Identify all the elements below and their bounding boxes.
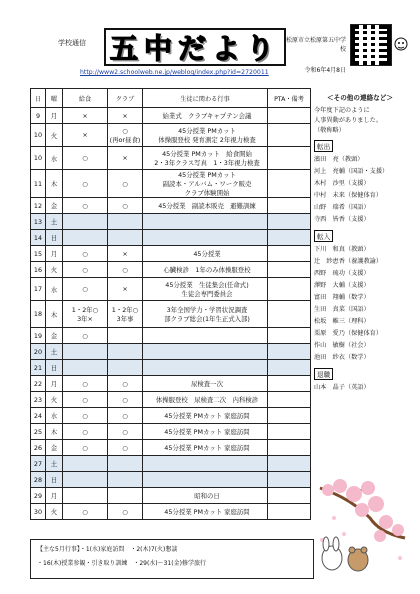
date-cell: 13	[31, 214, 46, 230]
retired-list	[310, 382, 410, 394]
section-retired: 退職	[314, 368, 333, 380]
staff-entry: 池田 紗衣（数学）	[314, 354, 370, 361]
pta-cell	[268, 262, 311, 278]
lunch-cell	[63, 472, 108, 488]
weekday-cell: 木	[46, 424, 63, 440]
col-lunch: 給食	[63, 89, 108, 108]
cell-line: 45分授業 生徒集会(任命式)	[165, 281, 249, 289]
schedule-row	[31, 456, 311, 472]
club-cell	[108, 170, 143, 198]
lunch-cell	[63, 504, 108, 520]
pta-cell	[268, 147, 311, 170]
pta-cell	[268, 408, 311, 424]
schedule-row	[31, 440, 311, 456]
weekday-cell: 金	[46, 198, 63, 214]
pta-cell	[268, 301, 311, 328]
cell-line: クラブ体験開始	[184, 189, 230, 197]
cell-line: ○	[82, 285, 88, 293]
pta-cell	[268, 376, 311, 392]
col-weekday: 曜	[46, 89, 63, 108]
col-date: 日	[31, 89, 46, 108]
cell-line: ○	[82, 427, 88, 436]
schedule-row	[31, 376, 311, 392]
lunch-cell	[63, 360, 108, 376]
weekday-cell: 水	[46, 147, 63, 170]
club-cell	[108, 214, 143, 230]
date-cell: 10	[31, 147, 46, 170]
cell-line: ×	[122, 154, 128, 162]
event-cell	[143, 230, 268, 246]
event-cell	[143, 246, 268, 262]
event-cell	[143, 376, 268, 392]
pta-cell	[268, 328, 311, 344]
staff-entry: 寺西 皆香（支援）	[314, 216, 370, 223]
character-mascot-icon	[392, 36, 410, 54]
cell-line: ○	[122, 201, 128, 210]
club-cell	[108, 230, 143, 246]
cell-line: ○	[82, 331, 88, 340]
cell-line: ×	[82, 111, 88, 120]
event-cell	[143, 262, 268, 278]
lunch-cell	[63, 440, 108, 456]
event-cell	[143, 170, 268, 198]
weekday-cell: 金	[46, 440, 63, 456]
lunch-cell	[63, 124, 108, 147]
schedule-row	[31, 246, 311, 262]
event-cell	[143, 392, 268, 408]
event-cell	[143, 440, 268, 456]
schedule-row	[31, 230, 311, 246]
cell-line: ○	[122, 427, 128, 436]
schedule-row	[31, 504, 311, 520]
staff-entry: 作山 敏樹（社会）	[314, 342, 370, 349]
lunch-cell	[63, 147, 108, 170]
weekday-cell: 木	[46, 170, 63, 198]
event-cell	[143, 147, 268, 170]
schedule-row	[31, 108, 311, 124]
pta-cell	[268, 488, 311, 504]
staff-entry: 中村 未来（保健体育）	[314, 192, 383, 199]
club-cell	[108, 108, 143, 124]
schedule-row	[31, 147, 311, 170]
date-cell: 9	[31, 108, 46, 124]
weekday-cell: 土	[46, 344, 63, 360]
schedule-row	[31, 278, 311, 301]
pta-cell	[268, 392, 311, 408]
date-cell: 27	[31, 456, 46, 472]
staff-entry: 富田 翔輔（数学）	[314, 294, 370, 301]
col-events: 生徒に関わる行事	[143, 89, 268, 108]
cell-line: ○	[82, 507, 88, 516]
cell-line: ×	[122, 249, 128, 258]
event-cell	[143, 214, 268, 230]
cell-line: 1・2年○	[111, 306, 139, 314]
cell-line: ○	[82, 411, 88, 420]
club-cell	[108, 424, 143, 440]
cell-line: ○	[82, 249, 88, 258]
weekday-cell: 日	[46, 360, 63, 376]
event-cell	[143, 456, 268, 472]
date-cell: 21	[31, 360, 46, 376]
cell-line: ○	[122, 507, 128, 516]
date-cell: 17	[31, 278, 46, 301]
cell-line: 45分授業 PMカット	[178, 171, 236, 179]
club-cell	[108, 301, 143, 328]
lunch-cell	[63, 108, 108, 124]
header	[0, 0, 420, 80]
page-title: 五中だより	[109, 32, 280, 65]
panel-title: ＜その他の連絡など＞	[327, 94, 393, 102]
cherry-blossom-illustration	[310, 478, 412, 576]
staff-entry: 下川 和真（教頭）	[314, 246, 370, 253]
schedule-row	[31, 328, 311, 344]
event-cell	[143, 344, 268, 360]
schedule-row	[31, 424, 311, 440]
club-cell	[108, 147, 143, 170]
cell-line: 3年事	[116, 315, 134, 323]
pta-cell	[268, 360, 311, 376]
date-cell: 14	[31, 230, 46, 246]
club-cell	[108, 328, 143, 344]
cell-line: 昭和の日	[194, 492, 220, 500]
schedule-row	[31, 344, 311, 360]
schedule-row	[31, 214, 311, 230]
may-events-note	[30, 539, 314, 579]
pta-cell	[268, 344, 311, 360]
event-cell	[143, 124, 268, 147]
schedule-row	[31, 262, 311, 278]
schedule-table	[30, 88, 311, 520]
transfer-in-list	[310, 244, 410, 364]
weekday-cell: 金	[46, 328, 63, 344]
date-cell: 18	[31, 301, 46, 328]
schedule-row	[31, 198, 311, 214]
weekday-cell: 日	[46, 472, 63, 488]
cell-line: ○	[122, 379, 128, 388]
cell-line: 副読本・アルバム・ワーク販売	[162, 180, 252, 188]
club-cell	[108, 472, 143, 488]
weekday-cell: 日	[46, 230, 63, 246]
title-box	[104, 28, 286, 66]
club-cell	[108, 376, 143, 392]
club-cell	[108, 504, 143, 520]
col-pta: PTA・備考	[268, 89, 311, 108]
cell-line: 45分授業 PMカット 家庭訪問	[164, 428, 250, 436]
club-cell	[108, 124, 143, 147]
may-events-line-2: ・16(木)授業参観・引き取り訓練 ・29(水)〜31(金)修学旅行	[37, 560, 206, 567]
weekday-cell: 月	[46, 108, 63, 124]
date-cell: 23	[31, 392, 46, 408]
date-cell: 30	[31, 504, 46, 520]
staff-entry: 木村 沙里（支援）	[314, 180, 370, 187]
pta-cell	[268, 424, 311, 440]
pta-cell	[268, 456, 311, 472]
pta-cell	[268, 198, 311, 214]
event-cell	[143, 278, 268, 301]
schedule-row	[31, 360, 311, 376]
cell-line: ○	[82, 379, 88, 388]
pta-cell	[268, 472, 311, 488]
schedule-row	[31, 472, 311, 488]
lunch-cell	[63, 376, 108, 392]
event-cell	[143, 301, 268, 328]
weekday-cell: 火	[46, 124, 63, 147]
weekday-cell: 月	[46, 376, 63, 392]
cell-line: 3年×	[77, 315, 93, 323]
lunch-cell	[63, 278, 108, 301]
intro-line-3: （敬称略）	[314, 127, 345, 134]
cell-line: 45分授業 副読本販売 避難訓練	[158, 202, 256, 210]
cell-line: 体操服登校 発育測定 2年視力検査	[158, 136, 256, 144]
lunch-cell	[63, 301, 108, 328]
weekday-cell: 水	[46, 408, 63, 424]
club-cell	[108, 198, 143, 214]
weekday-cell: 月	[46, 246, 63, 262]
cell-line: ○	[82, 265, 88, 274]
weekday-cell: 月	[46, 488, 63, 504]
cell-line: ○	[82, 201, 88, 210]
lunch-cell	[63, 344, 108, 360]
newsletter-label: 学校通信	[58, 39, 86, 47]
schedule-body	[31, 108, 311, 520]
cell-line: 生徒会専門委員会	[181, 290, 233, 298]
cell-line: ○	[122, 411, 128, 420]
may-events-line-1: 【主な5月行事】・1(水)家庭訪問 ・2(木)7(火)懇談	[37, 546, 178, 553]
school-name: 松原市立松原第五中学校	[285, 37, 346, 53]
intro-line-1: 今年度下記のように	[314, 107, 370, 114]
qr-code-icon	[350, 24, 392, 66]
weekday-cell: 土	[46, 214, 63, 230]
cell-line: ○	[82, 154, 88, 162]
cell-line: 45分授業 PMカット 家庭訪問	[164, 412, 250, 420]
event-cell	[143, 328, 268, 344]
weekday-cell: 火	[46, 262, 63, 278]
cell-line: 始業式 クラブキャプテン会議	[162, 112, 252, 120]
weekday-cell: 土	[46, 456, 63, 472]
cell-line: ×	[122, 285, 128, 293]
cell-line: ○	[122, 179, 128, 188]
event-cell	[143, 108, 268, 124]
cell-line: 体操服登校 尿検査二次 内科検診	[155, 396, 259, 404]
issue-date: 令和6年4月8日	[304, 67, 346, 74]
cell-line: ○	[122, 265, 128, 274]
section-transfer-out: 転出	[314, 140, 333, 152]
cell-line: 2・3年クラス写真 1・3年視力検査	[154, 159, 260, 167]
date-cell: 24	[31, 408, 46, 424]
date-cell: 26	[31, 440, 46, 456]
cell-line: 45分授業 PMカット 家庭訪問	[164, 508, 250, 516]
date-cell: 20	[31, 344, 46, 360]
club-cell	[108, 262, 143, 278]
date-cell: 25	[31, 424, 46, 440]
staff-entry: 西野 琉功（支援）	[314, 270, 370, 277]
staff-entry: 河上 亮輔（国語・支援）	[314, 168, 389, 175]
lunch-cell	[63, 246, 108, 262]
club-cell	[108, 440, 143, 456]
staff-entry: 生田 真菜（国語）	[314, 306, 370, 313]
staff-entry: 辻 紗恵香（養護教諭）	[314, 258, 383, 265]
col-club: クラブ	[108, 89, 143, 108]
cell-line: (再or昼食)	[109, 135, 141, 144]
club-cell	[108, 344, 143, 360]
cell-line: ×	[122, 111, 128, 120]
section-transfer-in: 転入	[314, 230, 333, 242]
schedule-row	[31, 392, 311, 408]
staff-entry: 山野 瑞希（国語）	[314, 204, 370, 211]
transfer-out-list	[310, 154, 410, 226]
lunch-cell	[63, 262, 108, 278]
schedule-row	[31, 170, 311, 198]
pta-cell	[268, 278, 311, 301]
date-cell: 10	[31, 124, 46, 147]
staff-entry: 松坂 帷三（理科）	[314, 318, 370, 325]
club-cell	[108, 246, 143, 262]
cell-line: 1・2年○	[71, 306, 99, 314]
schedule-row	[31, 408, 311, 424]
staff-entry: 栗原 愛乃（保健体育）	[314, 330, 383, 337]
cell-line: ○	[122, 443, 128, 452]
cell-line: 部クラブ総会(1年生正式入部)	[164, 315, 250, 323]
pta-cell	[268, 246, 311, 262]
event-cell	[143, 488, 268, 504]
staff-changes-panel	[310, 92, 410, 394]
event-cell	[143, 198, 268, 214]
club-cell	[108, 408, 143, 424]
pta-cell	[268, 440, 311, 456]
date-cell: 19	[31, 328, 46, 344]
date-cell: 11	[31, 170, 46, 198]
weekday-cell: 木	[46, 301, 63, 328]
lunch-cell	[63, 198, 108, 214]
cell-line: 心臓検診 1年のみ体操服登校	[163, 266, 251, 274]
cell-line: 45分授業 PMカット 給食開始	[162, 150, 252, 158]
club-cell	[108, 488, 143, 504]
cell-line: ○	[82, 443, 88, 452]
event-cell	[143, 504, 268, 520]
date-cell: 15	[31, 246, 46, 262]
schedule-row	[31, 124, 311, 147]
pta-cell	[268, 504, 311, 520]
cell-line: 尿検査一次	[191, 380, 223, 388]
date-cell: 22	[31, 376, 46, 392]
pta-cell	[268, 108, 311, 124]
cell-line: 3年全国学力・学習状況調査	[166, 306, 248, 314]
lunch-cell	[63, 488, 108, 504]
weekday-cell: 水	[46, 278, 63, 301]
cell-line: ○	[122, 395, 128, 404]
cell-line: 45分授業 PMカット	[178, 127, 236, 135]
lunch-cell	[63, 392, 108, 408]
event-cell	[143, 360, 268, 376]
club-cell	[108, 392, 143, 408]
school-web-link[interactable]: http://www2.schoolweb.ne.jp/weblog/index.php?id=2720011	[80, 69, 269, 76]
lunch-cell	[63, 328, 108, 344]
cell-line: ○	[82, 395, 88, 404]
pta-cell	[268, 170, 311, 198]
date-cell: 29	[31, 488, 46, 504]
pta-cell	[268, 124, 311, 147]
weekday-cell: 火	[46, 392, 63, 408]
lunch-cell	[63, 408, 108, 424]
cell-line: 45分授業 PMカット 家庭訪問	[164, 444, 250, 452]
staff-entry: 澤野 大輔（支援）	[314, 282, 370, 289]
pta-cell	[268, 214, 311, 230]
cell-line: ○	[122, 126, 128, 135]
lunch-cell	[63, 230, 108, 246]
lunch-cell	[63, 214, 108, 230]
club-cell	[108, 456, 143, 472]
lunch-cell	[63, 170, 108, 198]
weekday-cell: 火	[46, 504, 63, 520]
cell-line: 45分授業	[193, 250, 221, 258]
cell-line: ×	[82, 131, 88, 139]
cell-line: ○	[82, 179, 88, 188]
intro-line-2: 人事異動がありました。	[314, 117, 383, 124]
event-cell	[143, 408, 268, 424]
club-cell	[108, 278, 143, 301]
club-cell	[108, 360, 143, 376]
staff-entry: 濱田 亮（教頭）	[314, 156, 364, 163]
lunch-cell	[63, 456, 108, 472]
schedule-row	[31, 301, 311, 328]
lunch-cell	[63, 424, 108, 440]
date-cell: 16	[31, 262, 46, 278]
date-cell: 12	[31, 198, 46, 214]
date-cell: 28	[31, 472, 46, 488]
event-cell	[143, 424, 268, 440]
pta-cell	[268, 230, 311, 246]
staff-entry: 山本 晶子（英語）	[314, 384, 370, 391]
schedule-row	[31, 488, 311, 504]
event-cell	[143, 472, 268, 488]
